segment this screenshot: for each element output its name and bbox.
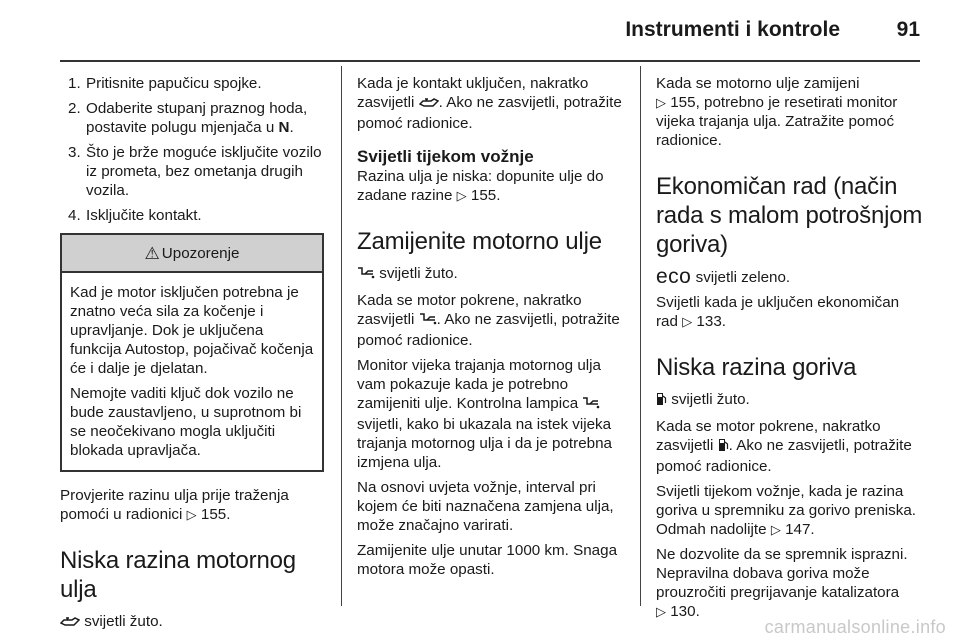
- header-rule: [60, 60, 920, 62]
- warning-box: [60, 233, 324, 472]
- paragraph: eco svijetli zeleno.: [656, 265, 791, 288]
- steps-list: [60, 74, 324, 225]
- oil-pressure-icon: [60, 614, 80, 633]
- page-number: 91: [896, 18, 920, 41]
- paragraph: svijetli žuto.: [60, 612, 324, 633]
- page-header-title: Instrumenti i kontrole: [625, 18, 840, 41]
- paragraph: Razina ulja je niska: dopunite ulje do zadane razine ▷ 155.: [357, 168, 604, 204]
- paragraph: Zamijenite ulje unutar 1000 km. Snaga motora može opasti.: [357, 542, 618, 578]
- paragraph: Svijetli kada je uključen ekonomičan rad ▷ 133.: [656, 294, 900, 330]
- column-2: [357, 74, 624, 585]
- oil-change-icon: [582, 396, 600, 415]
- paragraph: svijetli žuto.: [357, 264, 624, 285]
- paragraph: svijetli žuto.: [656, 390, 924, 411]
- reference-arrow-icon: ▷: [770, 522, 781, 537]
- reference-arrow-icon: ▷: [456, 188, 467, 203]
- warning-triangle-icon: ⚠: [144, 243, 160, 263]
- paragraph: Kada se motor pokrene, nakratko zasvijetli . Ako ne zasvijetli, potražite pomoć radionice.: [656, 418, 912, 475]
- section-heading: Zamijenite motorno ulje: [357, 228, 602, 255]
- watermark: carmanualsonline.info: [764, 617, 946, 637]
- column-divider: [640, 66, 641, 606]
- list-item: 4. Isključite kontakt.: [68, 207, 202, 224]
- list-item: 2. Odaberite stupanj praznog hoda, postavite polugu mjenjača u N.: [68, 100, 308, 136]
- warning-body: [62, 273, 322, 470]
- list-item: 3. Što je brže moguće isključite vozilo iz prometa, bez ometanja drugih vozila.: [68, 144, 322, 199]
- subheading: Svijetli tijekom vožnje: [357, 147, 534, 166]
- paragraph: Svijetli tijekom vožnje, kada je razina goriva u spremniku za gorivo preniska. Odmah nadolijte ▷ 147.: [656, 483, 916, 538]
- reference-arrow-icon: ▷: [186, 507, 197, 522]
- column-3: [656, 74, 924, 627]
- paragraph: Ne dozvolite da se spremnik isprazni. Nepravilna dobava goriva može prouzročiti pregrijavanje katalizatora ▷ 130.: [656, 546, 908, 620]
- section-heading: Niska razina motornog ulja: [60, 547, 296, 603]
- warning-title: Upozorenje: [161, 244, 240, 262]
- fuel-pump-icon: [718, 438, 729, 457]
- warning-header: [62, 235, 322, 273]
- oil-change-icon: [419, 312, 437, 331]
- reference-arrow-icon: ▷: [656, 95, 666, 110]
- paragraph: Kada se motor pokrene, nakratko zasvijetli . Ako ne zasvijetli, potražite pomoć radionice.: [357, 292, 620, 349]
- paragraph: Monitor vijeka trajanja motornog ulja vam pokazuje kada je potrebno zamijeniti ulje. Kontrolna lampica svijetli, kako bi ukazala na istek vijeka trajanja motornog ulja i da je potrebna izmjena ulja.: [357, 357, 612, 471]
- reference-arrow-icon: ▷: [682, 314, 693, 329]
- paragraph: Kada se motorno ulje zamijeni ▷ 155, potrebno je resetirati monitor vijeka trajanja ulja. Zatražite pomoć radionice.: [656, 75, 898, 149]
- paragraph: Kada je kontakt uključen, nakratko zasvijetli . Ako ne zasvijetli, potražite pomoć radionice.: [357, 75, 622, 132]
- warning-text: Kad je motor isključen potrebna je znatno veća sila za kočenje i upravljanje. Dok je uključena funkcija Autostop, pojačivač kočenja će i dalje je djelatan.: [70, 284, 314, 377]
- section-heading: Ekonomičan rad (način rada s malom potrošnjom goriva): [656, 173, 923, 258]
- fuel-pump-icon: [656, 392, 667, 411]
- paragraph: Na osnovi uvjeta vožnje, interval pri kojem će biti naznačena zamjena ulja, može značajno varirati.: [357, 479, 614, 534]
- paragraph: Provjerite razinu ulja prije traženja pomoći u radionici ▷ 155.: [60, 487, 289, 523]
- warning-text: Nemojte vaditi ključ dok vozilo ne bude zaustavljeno, u suprotnom bi se neočekivano mogla uključiti blokada upravljača.: [70, 385, 302, 459]
- section-heading: Niska razina goriva: [656, 354, 857, 381]
- reference-arrow-icon: ▷: [656, 604, 666, 619]
- column-1: [60, 74, 324, 639]
- eco-icon: eco: [656, 265, 692, 288]
- list-item: 1. Pritisnite papučicu spojke.: [68, 75, 262, 92]
- column-divider: [341, 66, 342, 606]
- oil-change-icon: [357, 266, 375, 285]
- oil-pressure-icon: [419, 95, 439, 114]
